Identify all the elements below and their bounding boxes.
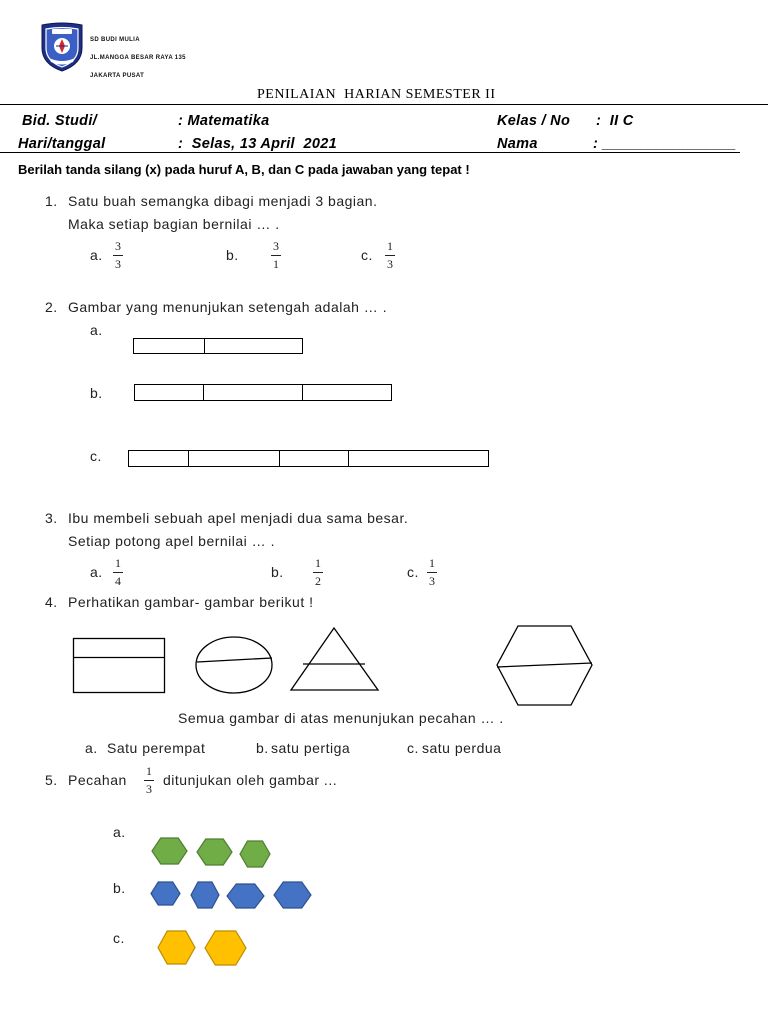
fraction-bar: [271, 255, 281, 256]
question-text: Gambar yang menunjukan setengah adalah … .: [68, 299, 388, 315]
bar-segment: [303, 385, 391, 400]
question-text: Pecahan: [68, 772, 127, 788]
option-label: b.: [113, 880, 126, 896]
name-blank: : ________________: [593, 136, 737, 152]
rectangle-halved-icon: [74, 639, 165, 693]
hexagon-icon: [227, 884, 264, 908]
triangle-halved-icon: [291, 628, 378, 690]
fraction: [426, 557, 438, 588]
fraction-bar: [144, 780, 154, 781]
school-address: JL.MANGGA BESAR RAYA 135: [90, 55, 186, 61]
bar-segment: [129, 451, 189, 466]
question-text: ditunjukan oleh gambar ...: [163, 772, 338, 788]
question-number: 2.: [45, 299, 58, 315]
option-label: b.: [256, 740, 269, 756]
hexagon-icon: [274, 882, 311, 908]
option-label: c.: [407, 740, 419, 756]
fraction-bar: [385, 255, 395, 256]
fraction-denominator: 3: [387, 257, 393, 271]
option-label: a.: [90, 247, 103, 263]
fraction-numerator: 1: [146, 764, 152, 778]
header-top-rule: [0, 104, 768, 105]
fraction: [112, 557, 124, 588]
hexagon-icon: [151, 882, 180, 905]
option-label: a.: [90, 564, 103, 580]
fraction: [384, 240, 396, 271]
school-logo: [21, 3, 67, 55]
fraction-numerator: 3: [115, 239, 121, 253]
option-label: c.: [407, 564, 419, 580]
bar-segment: [204, 385, 303, 400]
fraction: [143, 765, 155, 796]
fraction-numerator: 1: [115, 556, 121, 570]
instruction: Berilah tanda silang (x) pada huruf A, B, dan C pada jawaban yang tepat !: [18, 162, 470, 177]
school-crest-icon: [39, 21, 85, 73]
bar-segment: [189, 451, 280, 466]
subject-label: Bid. Studi/: [22, 113, 97, 129]
class-label: Kelas / No: [497, 113, 571, 129]
option-label: b.: [271, 564, 284, 580]
question-number: 5.: [45, 772, 58, 788]
class-value: : II C: [596, 113, 634, 129]
subject-value: : Matematika: [178, 113, 270, 129]
bar-segment: [205, 339, 302, 353]
ellipse-halved-icon: [196, 637, 272, 693]
option-label: c.: [113, 930, 125, 946]
partitioned-bar-a: [133, 338, 303, 354]
bar-segment: [280, 451, 349, 466]
hexagon-group-a: [152, 838, 270, 867]
option-text: satu perdua: [422, 740, 502, 756]
fraction-bar: [113, 255, 123, 256]
figure-caption: Semua gambar di atas menunjukan pecahan … .: [178, 710, 504, 726]
hexagon-options: [140, 830, 320, 970]
fraction: [270, 240, 282, 271]
question-text: Ibu membeli sebuah apel menjadi dua sama besar.: [68, 510, 409, 526]
fraction-denominator: 4: [115, 574, 121, 588]
exam-title: PENILAIAN HARIAN SEMESTER II: [257, 87, 496, 102]
hexagon-icon: [158, 931, 195, 964]
fraction-numerator: 3: [273, 239, 279, 253]
question-number: 4.: [45, 594, 58, 610]
option-label: a.: [85, 740, 98, 756]
bar-segment: [134, 339, 205, 353]
option-text: satu pertiga: [271, 740, 351, 756]
question-text: Perhatikan gambar- gambar berikut !: [68, 594, 314, 610]
option-label: b.: [90, 385, 103, 401]
fraction: [112, 240, 124, 271]
option-label: a.: [113, 824, 126, 840]
fraction-denominator: 3: [429, 574, 435, 588]
fraction-denominator: 2: [315, 574, 321, 588]
question-text: Setiap potong apel bernilai … .: [68, 533, 275, 549]
date-value: : Selas, 13 April 2021: [178, 136, 337, 152]
fraction-numerator: 1: [429, 556, 435, 570]
fraction-bar: [427, 572, 437, 573]
school-city: JAKARTA PUSAT: [90, 73, 145, 79]
hexagon-icon: [152, 838, 187, 864]
date-label: Hari/tanggal: [18, 136, 106, 152]
fraction-denominator: 3: [115, 257, 121, 271]
fraction-denominator: 3: [146, 782, 152, 796]
hexagon-group-b: [151, 882, 311, 908]
hexagon-icon: [205, 931, 246, 965]
fraction: [312, 557, 324, 588]
option-label: c.: [361, 247, 373, 263]
question-number: 3.: [45, 510, 58, 526]
question-number: 1.: [45, 193, 58, 209]
hexagon-group-c: [158, 931, 246, 965]
hexagon-halved-icon: [497, 626, 592, 705]
option-label: a.: [90, 322, 103, 338]
option-label: b.: [226, 247, 239, 263]
option-label: c.: [90, 448, 102, 464]
fraction-bar: [113, 572, 123, 573]
fraction-numerator: 1: [387, 239, 393, 253]
bar-segment: [135, 385, 204, 400]
halved-figures: [60, 620, 605, 715]
option-text: Satu perempat: [107, 740, 206, 756]
hexagon-icon: [197, 839, 232, 865]
partitioned-bar-c: [128, 450, 489, 467]
hexagon-icon: [191, 882, 219, 908]
question-text: Satu buah semangka dibagi menjadi 3 bagian.: [68, 193, 378, 209]
question-text: Maka setiap bagian bernilai … .: [68, 216, 280, 232]
fraction-denominator: 1: [273, 257, 279, 271]
fraction-numerator: 1: [315, 556, 321, 570]
fraction-bar: [313, 572, 323, 573]
partitioned-bar-b: [134, 384, 392, 401]
bar-segment: [349, 451, 488, 466]
name-label: Nama: [497, 136, 538, 152]
school-name: SD BUDI MULIA: [90, 37, 140, 43]
hexagon-icon: [240, 841, 270, 867]
